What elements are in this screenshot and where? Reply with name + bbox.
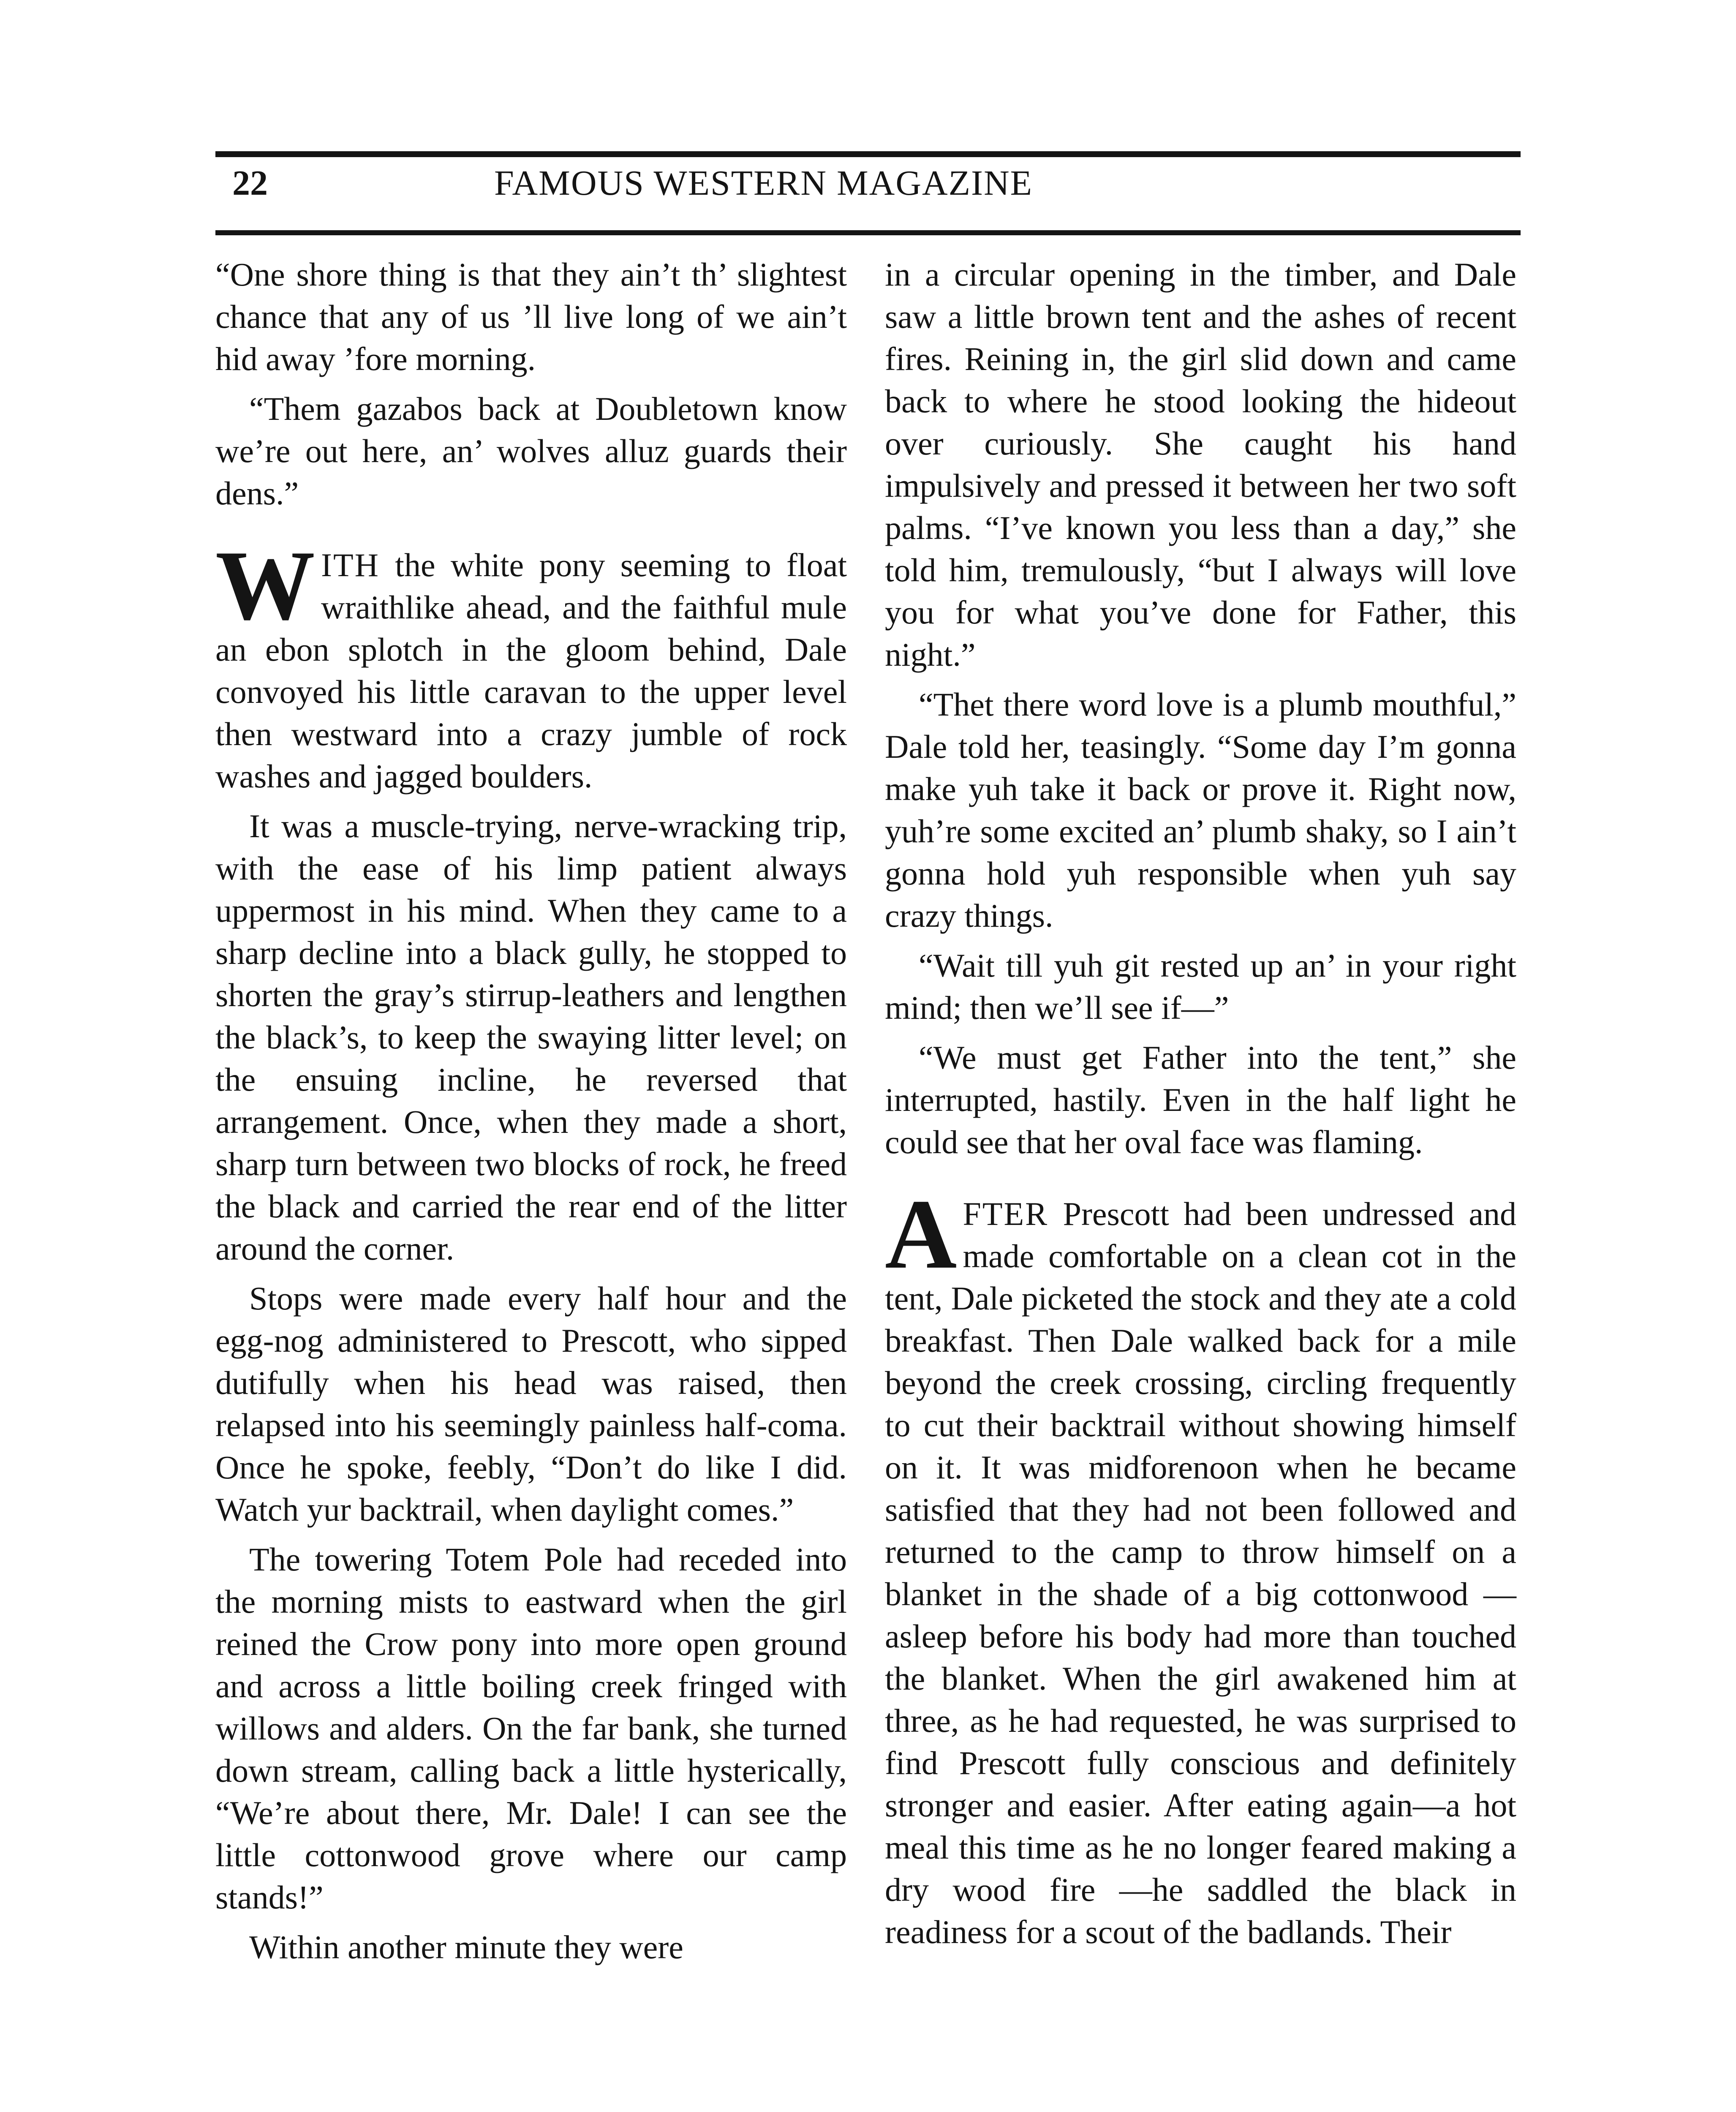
paragraph: Stops were made every half hour and the egg-nog administered to Prescott, who sipped dutifully when his head was raised, then relapsed into his seemingly painless half-coma. Once he spoke, feebly, “Don’t do like I did. Watch yur backtrail, when daylight comes.”	[215, 1280, 847, 1528]
paragraph: It was a muscle-trying, nerve-wracking trip, with the ease of his limp patient always uppermost in his mind. When they came to a sharp decline into a black gully, he stopped to shorten the gray’s stirrup-leathers and lengthen the black’s, to keep the swaying litter level; on the ensuing incline, he reversed that arrangement. Once, when they made a short, sharp turn between two blocks of rock, he freed the black and carried the rear end of the litter around the corner.	[215, 808, 847, 1267]
paragraph: “Wait till yuh git rested up an’ in your right mind; then we’ll see if—”	[885, 947, 1516, 1026]
paragraph: “Thet there word love is a plumb mouthful,” Dale told her, teasingly. “Some day I’m gonna make yuh take it back or prove it. Right now, yuh’re some excited an’ plumb shaky, so I ain’t gonna hold yuh responsible when yuh say crazy things.	[885, 686, 1516, 934]
small-caps-lead: ITH	[321, 547, 380, 583]
small-caps-lead: FTER	[963, 1195, 1049, 1232]
drop-cap: A	[885, 1179, 957, 1290]
running-head	[215, 163, 1521, 226]
section-opening-paragraph	[215, 531, 847, 797]
page-number: 22	[232, 163, 268, 203]
magazine-title: FAMOUS WESTERN MAGAZINE	[494, 163, 1033, 203]
right-column	[885, 253, 1516, 2112]
section-opening-paragraph	[885, 1179, 1516, 1953]
paragraph: in a circular opening in the timber, and Dale saw a little brown tent and the ashes of recent fires. Reining in, the girl slid down and came back to where he stood looking the hideout over curiously. She caught his hand impulsively and pressed it between her two soft palms. “I’ve known you less than a day,” she told him, tremulously, “but I always will love you for what you’ve done for Father, this night.”	[885, 256, 1516, 673]
paragraph: The towering Totem Pole had receded into the morning mists to eastward when the girl reined the Crow pony into more open ground and across a little boiling creek fringed with willows and alders. On the far bank, she turned down stream, calling back a little hysterically, “We’re about there, Mr. Dale! I can see the little cottonwood grove where our camp stands!”	[215, 1541, 847, 1916]
drop-cap: W	[215, 531, 315, 641]
paragraph: “Them gazabos back at Doubletown know we’re out here, an’ wolves alluz guards their dens.”	[215, 390, 847, 512]
left-column	[215, 253, 847, 2112]
header-top-rule	[215, 151, 1521, 157]
paragraph: “One shore thing is that they ain’t th’ slightest chance that any of us ’ll live long of we ain’t hid away ’fore morning.	[215, 256, 847, 377]
paragraph-text: Prescott had been undressed and made comfortable on a clean cot in the tent, Dale picketed the stock and they ate a cold breakfast. Then Dale walked back for a mile beyond the creek crossing, circling frequently to cut their backtrail without showing himself on it. It was midforenoon when he became satisfied that they had not been followed and returned to the camp to throw himself on a blanket in the shade of a big cottonwood — asleep before his body had more than touched the blanket. When the girl awakened him at three, as he had requested, he was surprised to find Prescott fully conscious and definitely stronger and easier. After eating again—a hot meal this time as he no longer feared making a dry wood fire —he saddled the black in readiness for a scout of the badlands. Their	[885, 1195, 1516, 1950]
paragraph: “We must get Father into the tent,” she interrupted, hastily. Even in the half light he could see that her oval face was flaming.	[885, 1039, 1516, 1160]
paragraph-text: the white pony seeming to float wraithlike ahead, and the faithful mule an ebon splotch in the gloom behind, Dale convoyed his little caravan to the upper level then westward into a crazy jumble of rock washes and jagged boulders.	[215, 547, 847, 795]
header-bottom-rule	[215, 230, 1521, 235]
paragraph: Within another minute they were	[249, 1929, 683, 1965]
